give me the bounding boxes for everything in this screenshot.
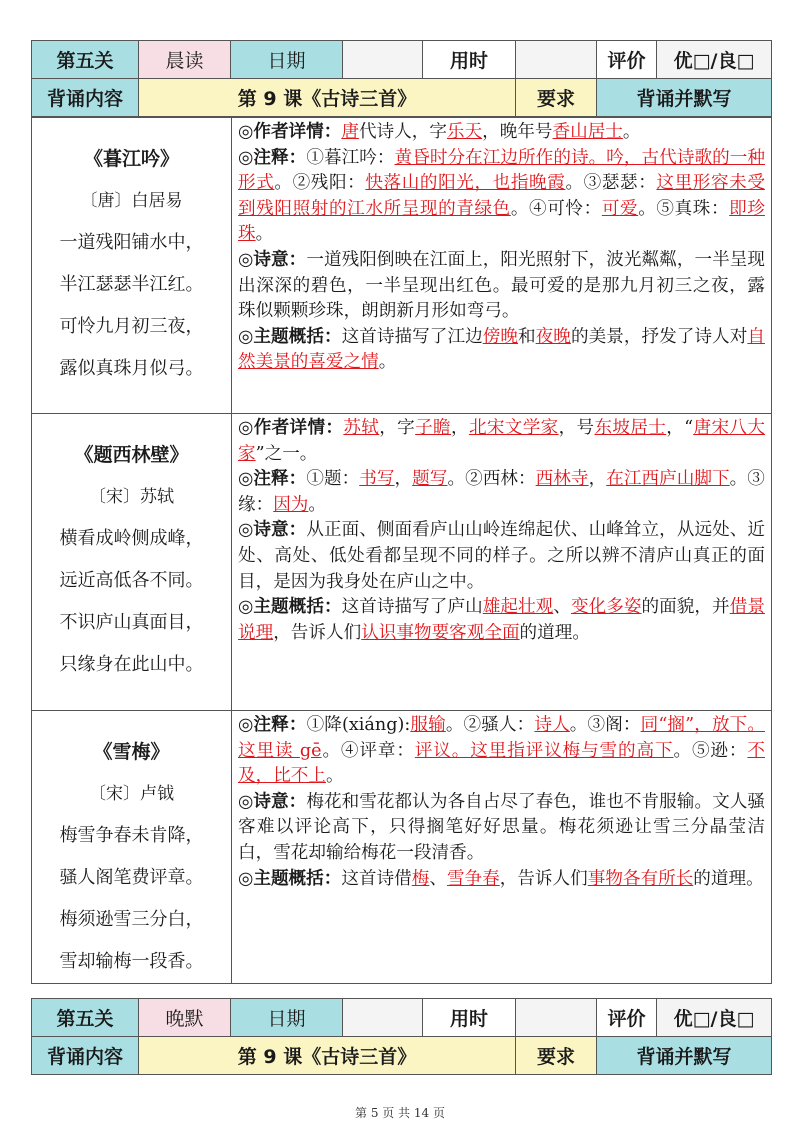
answer-highlight: 快落山的阳光，也指晚霞	[365, 173, 566, 194]
time-field[interactable]	[516, 41, 597, 79]
answer-highlight: 事物各有所长	[587, 868, 694, 889]
answer-highlight: 评议。这里指评议梅与雪的高下	[414, 740, 674, 761]
answer-highlight: 这里形容未受到残阳照射的江水所呈现的青绿色	[238, 173, 765, 219]
answer-highlight: 书写	[359, 469, 395, 490]
poem-text-cell	[32, 118, 232, 414]
note-text: ，晚年号	[482, 122, 553, 142]
note-text: 这首诗描写了庐山	[341, 597, 483, 618]
answer-highlight: 诗人	[534, 715, 570, 735]
section-label: ◎注释：	[238, 715, 307, 735]
note-text: 。②骚人：	[445, 715, 535, 735]
time-label: 用时	[423, 999, 516, 1037]
page-footer: 第 5 页 共 14 页	[355, 1106, 445, 1120]
note-text: 的道理。	[519, 622, 590, 643]
answer-highlight: 雄起壮观	[482, 597, 554, 618]
note-text: 。	[308, 494, 327, 515]
answer-highlight: 东坡居士	[594, 418, 667, 438]
time-label: 用时	[423, 41, 516, 79]
answer-highlight: 西林寺	[535, 469, 589, 490]
section-label: ◎作者详情：	[238, 418, 344, 438]
note-text: ，告诉人们	[273, 622, 362, 643]
eval-label: 评价	[597, 41, 657, 79]
annotations	[238, 467, 765, 518]
poem-line: 梅雪争春未肯降，	[59, 825, 204, 846]
answer-highlight: 可爱	[601, 198, 639, 219]
requirement-value: 背诵并默写	[597, 79, 772, 117]
note-text: 。⑤逊：	[673, 740, 748, 761]
note-text: ，字	[379, 418, 416, 438]
poem-line: 半江瑟瑟半江红。	[59, 274, 204, 295]
author-details	[238, 416, 765, 467]
answer-highlight: 梅	[411, 868, 430, 889]
section-label: ◎注释：	[238, 147, 307, 168]
note-text: 。⑤真珠：	[638, 198, 730, 219]
poem-text-cell	[32, 711, 232, 984]
answer-highlight: 乐天	[446, 122, 483, 142]
level-label: 第五关	[32, 999, 139, 1037]
answer-highlight: 苏轼	[343, 418, 380, 438]
note-text: 。②西林：	[447, 469, 536, 490]
poem-line: 梅须逊雪三分白，	[59, 909, 204, 930]
answer-highlight: 在江西庐山脚下	[606, 469, 730, 490]
poem-meaning	[238, 248, 765, 325]
answer-highlight: 服输	[410, 715, 446, 735]
note-text: 一道残阳倒映在江面上，阳光照射下，波光粼粼，一半呈现出深深的碧色，一半呈现出红色。最可爱的是那九月初三之夜，露珠似颗颗珍珠，朗朗新月形如弯弓。	[238, 249, 765, 322]
note-text: ，	[588, 469, 607, 490]
note-text: ，	[451, 418, 469, 438]
answer-highlight: 子瞻	[415, 418, 451, 438]
answer-highlight: 香山居士	[552, 122, 623, 142]
note-text: ，告诉人们	[499, 868, 588, 889]
note-text: 和	[518, 326, 536, 347]
poem-line: 雪却输梅一段香。	[59, 951, 204, 972]
poem-text-cell	[32, 414, 232, 711]
eval-options[interactable]: 优□/良□	[657, 999, 772, 1037]
date-field[interactable]	[343, 999, 423, 1037]
date-label: 日期	[231, 41, 343, 79]
answer-highlight: 因为	[273, 494, 309, 515]
poem-author: 〔唐〕白居易	[80, 191, 183, 211]
note-text: ，号	[558, 418, 595, 438]
answer-highlight: 同“搁”，放下。这里读 gē	[238, 715, 765, 761]
poem-row	[32, 711, 772, 984]
content-label: 背诵内容	[32, 79, 139, 117]
note-text: 的道理。	[693, 868, 764, 889]
poem-row	[32, 414, 772, 711]
note-text: 。	[255, 224, 274, 245]
answer-highlight: 即珍珠	[238, 198, 765, 245]
poems-table	[31, 117, 772, 984]
poem-line: 远近高低各不同。	[59, 570, 204, 591]
poem-row	[32, 118, 772, 414]
note-text: 这首诗借	[341, 868, 412, 889]
date-label: 日期	[231, 999, 343, 1037]
annotations	[238, 146, 765, 248]
note-text: 、	[553, 597, 571, 618]
note-text: 梅花和雪花都认为各自占尽了春色，谁也不肯服输。文人骚客难以评论高下，只得搁笔好好思量。梅花须逊让雪三分晶莹洁白，雪花却输给梅花一段清香。	[238, 791, 765, 863]
poem-author: 〔宋〕苏轼	[89, 487, 174, 507]
poem-line: 露似真珠月似弓。	[59, 358, 204, 379]
date-field[interactable]	[343, 41, 423, 79]
section-label: ◎注释：	[238, 469, 307, 490]
requirement-value: 背诵并默写	[597, 1037, 772, 1075]
note-text: 。③缘：	[238, 469, 765, 515]
note-text: 代诗人，字	[358, 122, 447, 142]
note-text: 。②残阳：	[274, 173, 366, 194]
poem-meaning	[238, 790, 765, 867]
section-label: ◎主题概括：	[238, 597, 342, 618]
poem-meaning	[238, 518, 765, 595]
eval-label: 评价	[597, 999, 657, 1037]
note-text: 。④评章：	[321, 740, 415, 761]
lesson-title: 第 9 课《古诗三首》	[139, 79, 516, 117]
poem-line: 不识庐山真面目，	[59, 612, 204, 633]
note-text: 、	[429, 868, 447, 889]
note-text: 。	[622, 122, 641, 142]
answer-highlight: 认识事物要客观全面	[361, 622, 520, 643]
theme-summary	[238, 325, 765, 376]
session-label: 晚默	[139, 999, 231, 1037]
level-label: 第五关	[32, 41, 139, 79]
poem-line: 只缘身在此山中。	[59, 654, 204, 675]
answer-highlight: 北宋文学家	[468, 418, 559, 438]
answer-highlight: 变化多姿	[570, 597, 642, 618]
section-label: ◎诗意：	[238, 520, 307, 541]
note-text: 。④可怜：	[510, 198, 602, 219]
answer-highlight: 不及，比不上	[238, 740, 765, 787]
requirement-label: 要求	[516, 79, 597, 117]
poem-title: 《题西林壁》	[74, 444, 189, 466]
poem-line: 可怜九月初三夜，	[59, 316, 204, 337]
note-text: 。	[378, 352, 397, 373]
answer-highlight: 雪争春	[446, 868, 500, 889]
section-label: ◎主题概括：	[238, 868, 342, 889]
poem-notes-cell	[232, 711, 772, 984]
theme-summary	[238, 867, 765, 893]
author-details	[238, 120, 765, 146]
answer-highlight: 傍晚	[482, 326, 519, 347]
lesson-title: 第 9 课《古诗三首》	[139, 1037, 516, 1075]
poem-title: 《暮江吟》	[83, 148, 179, 170]
note-text: ”之一。	[255, 443, 318, 464]
note-text: 的面貌，并	[641, 597, 730, 618]
section-label: ◎主题概括：	[238, 326, 342, 347]
poem-line: 横看成岭侧成峰，	[59, 528, 204, 549]
poem-author: 〔宋〕卢钺	[89, 784, 174, 804]
note-text: ，“	[666, 418, 694, 438]
theme-summary	[238, 595, 765, 646]
section-label: ◎诗意：	[238, 249, 307, 270]
session-label: 晨读	[139, 41, 231, 79]
note-text: 这首诗描写了江边	[341, 326, 483, 347]
poem-notes-cell	[232, 118, 772, 414]
poem-title: 《雪梅》	[93, 741, 170, 763]
answer-highlight: 唐宋八大家	[238, 418, 765, 464]
note-text: 。	[325, 766, 344, 787]
poem-line: 一道残阳铺水中，	[59, 232, 204, 253]
poem-line: 骚人阁笔费评章。	[59, 867, 204, 888]
header-table-morning	[31, 40, 772, 117]
requirement-label: 要求	[516, 1037, 597, 1075]
answer-highlight: 借景说理	[238, 597, 765, 643]
note-text: 从正面、侧面看庐山山岭连绵起伏、山峰耸立，从远处、近处、高处、低处看都呈现不同的样子。之所以辨不清庐山真正的面目，是因为我身处在庐山之中。	[238, 520, 765, 592]
note-text: ①题：	[306, 469, 360, 490]
note-text: ①降(xiáng):	[306, 715, 411, 735]
header-table-evening	[31, 998, 772, 1075]
note-text: 。③阁：	[569, 715, 641, 735]
answer-highlight: 夜晚	[535, 326, 571, 347]
answer-highlight: 题写	[412, 469, 448, 490]
poem-notes-cell	[232, 414, 772, 711]
time-field[interactable]	[516, 999, 597, 1037]
answer-highlight: 唐	[341, 122, 359, 142]
note-text: 的美景，抒发了诗人对	[570, 326, 748, 347]
section-label: ◎诗意：	[238, 791, 307, 812]
eval-options[interactable]: 优□/良□	[657, 41, 772, 79]
note-text: 。③瑟瑟：	[565, 173, 657, 194]
annotations	[238, 713, 765, 790]
note-text: ，	[394, 469, 413, 490]
content-label: 背诵内容	[32, 1037, 139, 1075]
section-label: ◎作者详情：	[238, 122, 342, 142]
note-text: ①暮江吟：	[306, 147, 395, 168]
answer-highlight: 自然美景的喜爱之情	[238, 326, 765, 373]
answer-highlight: 黄昏时分在江边所作的诗。吟，古代诗歌的一种形式	[238, 147, 765, 194]
